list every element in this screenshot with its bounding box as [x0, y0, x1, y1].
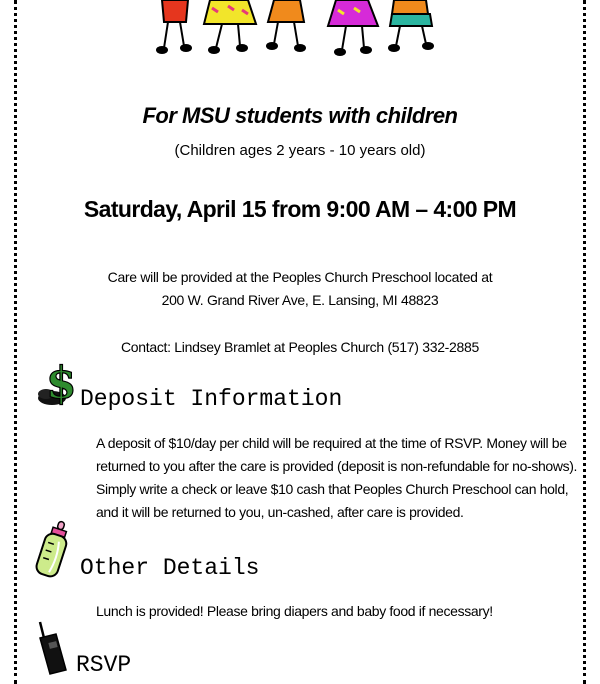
deposit-heading: Deposit Information [80, 386, 343, 412]
children-clipart [150, 0, 450, 58]
other-details-heading: Other Details [80, 555, 260, 581]
age-range: (Children ages 2 years - 10 years old) [174, 142, 426, 159]
baby-bottle-icon [32, 520, 72, 580]
dollar-sign-icon [34, 358, 78, 408]
care-address-line: 200 W. Grand River Ave, E. Lansing, MI 48823 [161, 292, 439, 308]
event-date: Saturday, April 15 from 9:00 AM – 4:00 PM [83, 196, 517, 222]
rsvp-heading: RSVP [76, 652, 132, 678]
care-location-line: Care will be provided at the Peoples Church Preschool located at [107, 269, 493, 285]
other-details-text: Lunch is provided! Please bring diapers and baby food if necessary! [96, 603, 493, 619]
svg-text:$: $ [46, 358, 77, 408]
contact-line: Contact: Lindsey Bramlet at Peoples Church (517) 332-2885 [120, 339, 479, 355]
flyer-subtitle: For MSU students with children [142, 103, 458, 128]
deposit-text: A deposit of $10/day per child will be required at the time of RSVP. Money will be returned to you after the care is provided (deposit is non-refundable for no-shows). Simply write a check or leave $10 cash that Peoples Church Preschool can hold, and it will be returned to you, un-cashed, after care is provided. [96, 435, 578, 520]
phone-icon [34, 620, 68, 676]
